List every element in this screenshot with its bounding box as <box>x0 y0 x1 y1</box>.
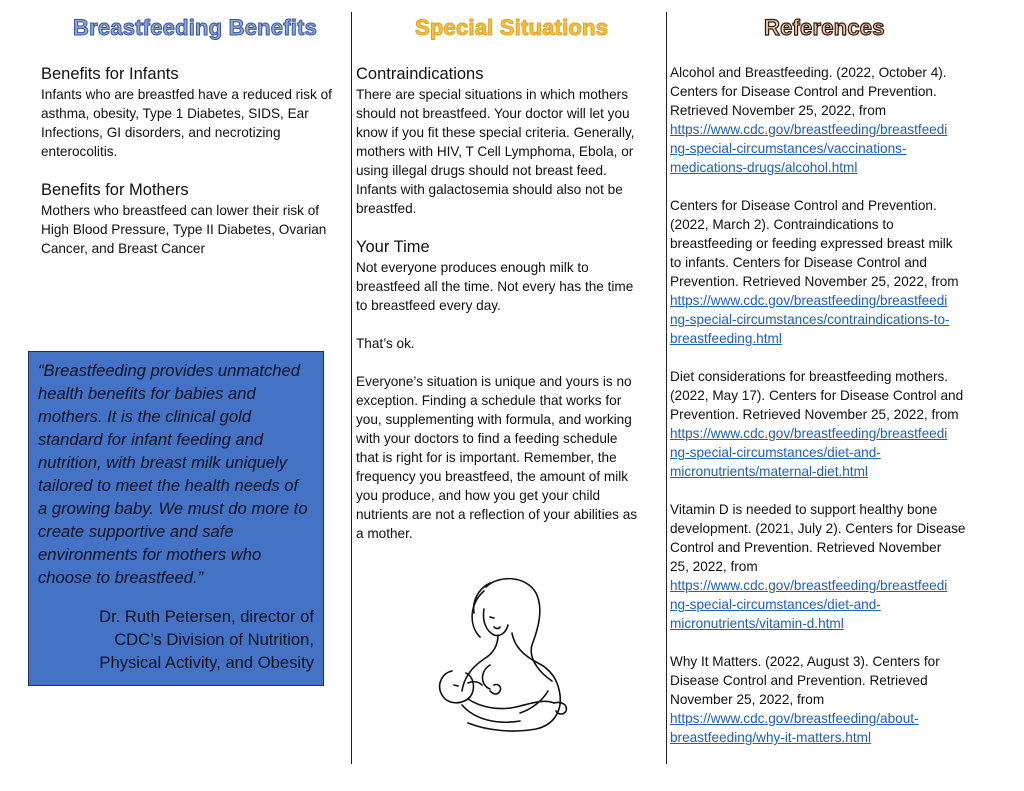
special-column <box>356 64 664 543</box>
reference-item: Why It Matters. (2022, August 3). Centers for Disease Control and Prevention. Retrieved November 25, 2022, from https://www.cdc.gov/breastfeeding/about- breastfeeding/why-it-matters.html <box>670 652 1015 747</box>
your-time-text: Not everyone produces enough milk to breastfeed all the time. Not every has the time to breastfeed every day. <box>356 260 634 313</box>
contraindications-heading: Contraindications <box>356 65 484 83</box>
quote-attribution: Dr. Ruth Petersen, director of CDC’s Division of Nutrition, Physical Activity, and Obesity <box>99 607 314 672</box>
mothers-heading: Benefits for Mothers <box>41 181 189 199</box>
quote-text: “Breastfeeding provides unmatched health benefits for babies and mothers. It is the clinical gold standard for infant feeding and nutrition, with breast milk uniquely tailored to meet the health needs of a growing baby. We must do more to create supportive and safe environments for mothers who choose to breastfeed.” <box>38 361 308 587</box>
reference-link[interactable]: https://www.cdc.gov/breastfeeding/about- breastfeeding/why-it-matters.html <box>670 711 919 745</box>
everyone-text: Everyone’s situation is unique and yours is no exception. Finding a schedule that works for you, supplementing with formula, and working with your doctors to find a feeding schedule that is right for is important. Remember, the frequency you breastfeed, the amount of milk you produce, and how you get your child nutrients are not a reflection of your abilities as a mother. <box>356 374 638 541</box>
reference-link[interactable]: https://www.cdc.gov/breastfeeding/breastfeedi ng-special-circumstances/diet-and- micronutrients/maternal-diet.html <box>670 426 948 479</box>
reference-item: Vitamin D is needed to support healthy bone development. (2021, July 2). Centers for Disease Control and Prevention. Retrieved November 25, 2022, from https://www.cdc.gov/breastfeeding/breastfeedi ng-special-circumstances/diet-and- micronutrients/vitamin-d.html <box>670 500 1015 633</box>
reference-item: Centers for Disease Control and Prevention. (2022, March 2). Contraindications to breastfeeding or feeding expressed breast milk to infants. Centers for Disease Control and Prevention. Retrieved November 25, 2022, from https://www.cdc.gov/breastfeeding/breastfeedi ng-special-circumstances/contraindications-to- breastfeeding.html <box>670 196 1015 348</box>
reference-link[interactable]: https://www.cdc.gov/breastfeeding/breastfeedi ng-special-circumstances/diet-and- micronutrients/vitamin-d.html <box>670 578 948 631</box>
thats-ok-text: That’s ok. <box>356 336 415 351</box>
column-divider-left <box>351 12 352 764</box>
mother-nursing-illustration <box>428 573 588 738</box>
reference-link[interactable]: https://www.cdc.gov/breastfeeding/breastfeedi ng-special-circumstances/vaccinations- medications-drugs/alcohol.html <box>670 122 948 175</box>
special-situations-title: Special Situations <box>415 15 609 40</box>
references-title: References <box>764 15 885 40</box>
mothers-text: Mothers who breastfeed can lower their risk of High Blood Pressure, Type II Diabetes, Ovarian Cancer, and Breast Cancer <box>41 203 327 256</box>
reference-item: Diet considerations for breastfeeding mothers. (2022, May 17). Centers for Disease Control and Prevention. Retrieved November 25, 2022, from https://www.cdc.gov/breastfeeding/breastfeedi ng-special-circumstances/diet-and- micronutrients/maternal-diet.html <box>670 367 1015 481</box>
reference-item: Alcohol and Breastfeeding. (2022, October 4). Centers for Disease Control and Prevention. Retrieved November 25, 2022, from https://www.cdc.gov/breastfeeding/breastfeedi ng-special-circumstances/vaccinations- medications-drugs/alcohol.html <box>670 63 1015 177</box>
reference-link[interactable]: https://www.cdc.gov/breastfeeding/breastfeedi ng-special-circumstances/contraindications-to- breastfeeding.html <box>670 293 950 346</box>
infants-text: Infants who are breastfed have a reduced risk of asthma, obesity, Type 1 Diabetes, SIDS, Ear Infections, GI disorders, and necrotizing enterocolitis. <box>41 87 332 159</box>
references-column <box>670 63 1015 766</box>
infants-heading: Benefits for Infants <box>41 65 179 83</box>
quote-box <box>28 351 324 686</box>
column-divider-right <box>666 12 667 764</box>
your-time-heading: Your Time <box>356 238 430 256</box>
benefits-column <box>41 64 351 258</box>
contraindications-text: There are special situations in which mothers should not breastfeed. Your doctor will let you know if you fit these special criteria. Generally, mothers with HIV, T Cell Lymphoma, Ebola, or using illegal drugs should not breast feed. Infants with galactosemia should also not be breastfed. <box>356 87 635 216</box>
benefits-title: Breastfeeding Benefits <box>73 15 318 40</box>
